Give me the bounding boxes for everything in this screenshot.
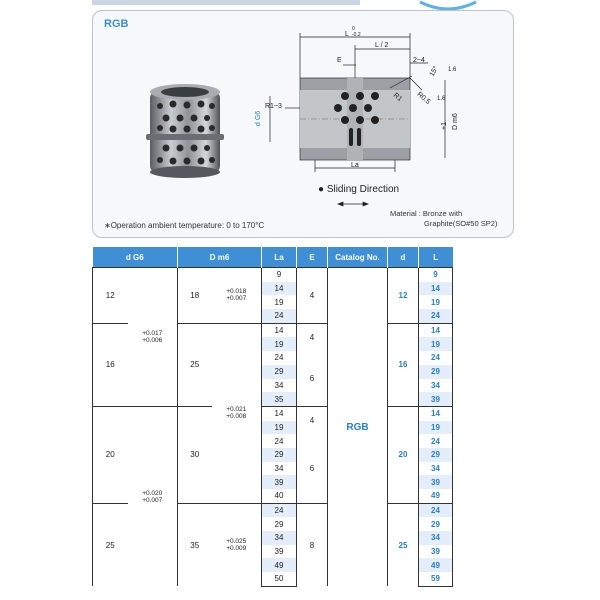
- cell-D: 35: [178, 503, 212, 586]
- spec-table: [92, 247, 453, 587]
- tol-d-1-upper: +0.017: [142, 329, 163, 337]
- cell-La: 39: [262, 545, 297, 559]
- dim-R1-3: R1~3: [265, 103, 282, 110]
- cell-La: 50: [262, 572, 297, 586]
- cell-La: 34: [262, 462, 297, 476]
- cell-La: 29: [262, 517, 297, 531]
- tol-d-2-upper: +0.020: [142, 489, 163, 497]
- cell-La: 24: [262, 503, 297, 517]
- cell-L: 19: [419, 421, 453, 435]
- cell-L: 39: [419, 475, 453, 489]
- cell-d2: 12: [388, 268, 419, 324]
- bushing-photo-icon: [140, 82, 230, 182]
- cell-La: 29: [262, 448, 297, 462]
- tol-D-3-lower: +0.009: [226, 545, 247, 552]
- cell-L: 14: [419, 282, 453, 296]
- roughness-2: 1.6: [437, 96, 446, 102]
- cell-d-tol: [128, 268, 178, 407]
- col-header-L: L: [419, 247, 453, 268]
- top-tab-strip: [92, 0, 360, 5]
- col-header-d2: d: [388, 247, 419, 268]
- cell-L: 49: [419, 489, 453, 503]
- dim-L: L: [345, 31, 349, 38]
- cell-L: 24: [419, 351, 453, 365]
- cell-d-tol: [128, 406, 178, 586]
- cell-La: 24: [262, 351, 297, 365]
- cell-L: 29: [419, 517, 453, 531]
- temperature-note: ∗Operation ambient temperature: 0 to 170°C: [104, 221, 265, 230]
- table-header-row: [93, 247, 453, 268]
- tol-D-1-lower: +0.007: [226, 295, 247, 303]
- cell-E: 6: [297, 434, 328, 503]
- cell-La: 29: [262, 365, 297, 379]
- tol-D-1-upper: +0.018: [226, 288, 247, 296]
- cell-La: 14: [262, 406, 297, 420]
- cell-La: 19: [262, 337, 297, 351]
- cell-L: 14: [419, 323, 453, 337]
- cell-La: 19: [262, 295, 297, 309]
- cell-La: 9: [262, 268, 297, 282]
- dim-L-tol-top: 0: [352, 26, 355, 32]
- cell-L: 24: [419, 434, 453, 448]
- cell-D-tol: [212, 503, 262, 586]
- cell-L: 34: [419, 531, 453, 545]
- tol-d-1-lower: +0.006: [142, 336, 163, 344]
- cell-E: 4: [297, 268, 328, 324]
- dim-chamfer-range: 2~4: [413, 57, 425, 64]
- col-header-catalog: Catalog No.: [328, 247, 388, 268]
- cell-La: 49: [262, 558, 297, 572]
- cell-La: 39: [262, 475, 297, 489]
- cell-L: 9: [419, 268, 453, 282]
- tol-D-3-upper: +0.025: [226, 538, 247, 545]
- cell-L: 34: [419, 462, 453, 476]
- cell-d2: 20: [388, 406, 419, 503]
- dim-L-tol-bottom: -0.2: [352, 32, 361, 38]
- cell-E: 4: [297, 323, 328, 351]
- cell-D-tol: [212, 323, 262, 503]
- roughness-1: 1.6: [448, 67, 457, 73]
- material-note: [390, 209, 497, 229]
- cell-d2: 25: [388, 503, 419, 586]
- col-header-E: E: [297, 247, 328, 268]
- cell-D: 25: [178, 323, 212, 406]
- product-title: RGB: [104, 18, 129, 30]
- cell-L: 19: [419, 337, 453, 351]
- dim-R0-5: R0.5: [415, 91, 432, 106]
- material-line-1: Material : Bronze with: [390, 209, 463, 218]
- cell-La: 40: [262, 489, 297, 503]
- cell-L: 39: [419, 545, 453, 559]
- dim-L-half: L / 2: [375, 42, 389, 49]
- dim-La: La: [351, 162, 359, 169]
- cell-D: 18: [178, 268, 212, 324]
- cell-L: 14: [419, 406, 453, 420]
- cell-L: 39: [419, 392, 453, 406]
- tol-d-2-lower: +0.007: [142, 496, 163, 504]
- cell-d2: 16: [388, 323, 419, 406]
- cell-La: 24: [262, 434, 297, 448]
- cell-E: 6: [297, 351, 328, 406]
- dim-R1: R1: [391, 91, 404, 104]
- dim-angle: 15°: [428, 65, 440, 78]
- cell-L: 29: [419, 365, 453, 379]
- cell-D-tol: [212, 268, 262, 324]
- tol-D-2-upper: +0.021: [226, 406, 247, 414]
- cell-E: 4: [297, 406, 328, 434]
- cell-La: 14: [262, 282, 297, 296]
- cell-D: 30: [178, 406, 212, 503]
- col-header-La: La: [262, 247, 297, 268]
- cell-catalog: RGB: [328, 268, 388, 587]
- cell-E: 8: [297, 503, 328, 586]
- col-header-D: D m6: [178, 247, 262, 268]
- sliding-direction-label: ● Sliding Direction: [318, 184, 400, 195]
- cell-La: 14: [262, 323, 297, 337]
- dim-E: E: [337, 57, 342, 64]
- tol-D-2-lower: +0.008: [226, 413, 247, 421]
- cell-La: 34: [262, 379, 297, 393]
- cell-d: 20: [93, 406, 128, 503]
- cell-L: 49: [419, 558, 453, 572]
- cell-La: 34: [262, 531, 297, 545]
- dim-D-plus: +1: [441, 122, 448, 130]
- dim-d-G6: d G6: [255, 110, 262, 126]
- dim-D-m6: D m6: [452, 113, 459, 130]
- cell-La: 24: [262, 309, 297, 323]
- table-row: [93, 406, 453, 420]
- table-row: [93, 268, 453, 282]
- cell-d: 16: [93, 323, 128, 406]
- cell-L: 34: [419, 379, 453, 393]
- col-header-d: d G6: [93, 247, 178, 268]
- cell-L: 59: [419, 572, 453, 586]
- cell-d: 12: [93, 268, 128, 324]
- cell-L: 19: [419, 295, 453, 309]
- cell-L: 29: [419, 448, 453, 462]
- cell-La: 35: [262, 392, 297, 406]
- cell-L: 24: [419, 309, 453, 323]
- cell-L: 24: [419, 503, 453, 517]
- cell-La: 19: [262, 421, 297, 435]
- material-line-2: Graphite(SO#50 SP2): [424, 219, 498, 228]
- cell-d: 25: [93, 503, 128, 586]
